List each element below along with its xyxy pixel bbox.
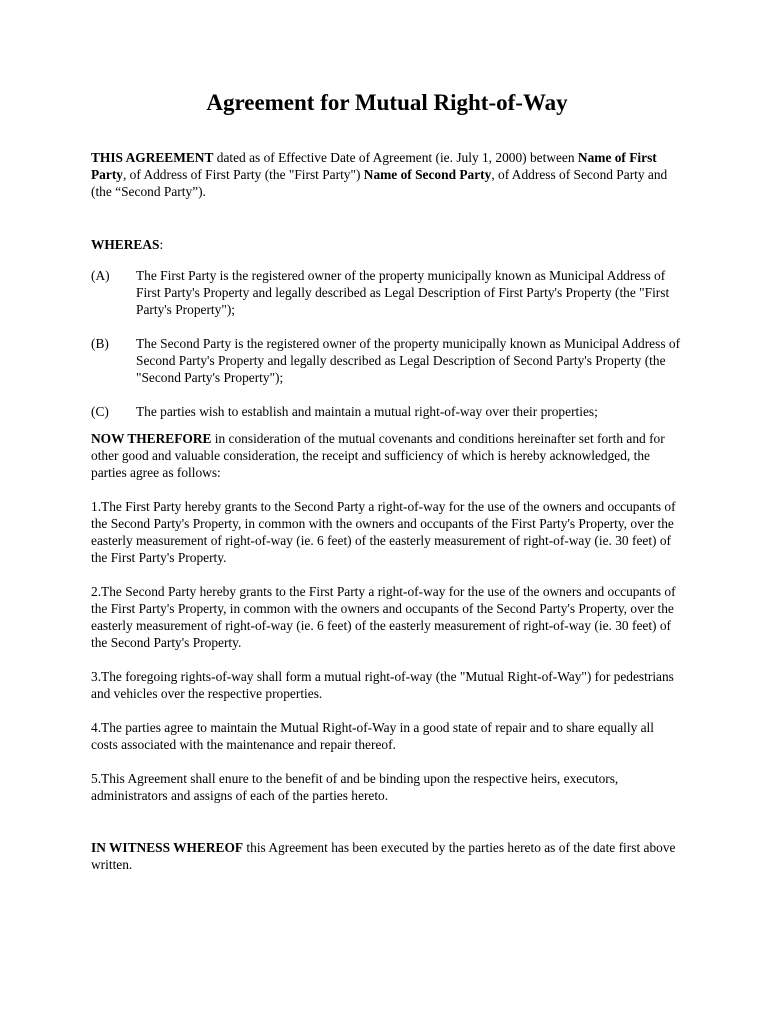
clause-5: 5.This Agreement shall enure to the benefit of and be binding upon the respective heirs, executors, administrators and assigns of each of the parties hereto. — [91, 771, 619, 803]
now-therefore-text: in consideration of the mutual covenants and conditions hereinafter set forth and for other good and valuable consideration, the receipt and sufficiency of which is hereby acknowledged, the parties agree as follows: — [91, 431, 665, 480]
witness-paragraph — [91, 839, 683, 873]
whereas-label: WHEREAS — [91, 237, 160, 252]
witness-lead: IN WITNESS WHEREOF — [91, 840, 244, 855]
second-party-name: Name of Second Party — [363, 167, 492, 182]
recital-text: The parties wish to establish and maintain a mutual right-of-way over their properties; — [136, 404, 598, 419]
document-title: Agreement for Mutual Right-of-Way — [206, 90, 568, 115]
recital-label: (B) — [91, 336, 109, 351]
intro-text-3: , of Address of Second Party and (the “Second Party”). — [91, 167, 668, 199]
recital-b — [91, 335, 683, 386]
intro-text-1: dated as of Effective Date of Agreement (ie. July 1, 2000) between — [213, 150, 578, 165]
recital-label: (C) — [91, 404, 109, 419]
intro-lead: THIS AGREEMENT — [91, 150, 214, 165]
clause-1: 1.The First Party hereby grants to the Second Party a right-of-way for the use of the owners and occupants of the Second Party's Property, in common with the owners and occupants of the First Party's Property, over the easterly measurement of right-of-way (ie. 6 feet) of the easterly measurement of right-of-way (ie. 30 feet) of the First Party's Property. — [91, 499, 676, 565]
recital-label: (A) — [91, 268, 110, 283]
witness-text: this Agreement has been executed by the parties hereto as of the date first above written. — [91, 840, 676, 872]
recital-text: The Second Party is the registered owner of the property municipally known as Municipal Address of Second Party's Property and legally described as Legal Description of Second Party's Property (the "Second Party's Property"); — [136, 336, 681, 385]
recital-c — [91, 403, 683, 420]
recital-text: The First Party is the registered owner of the property municipally known as Municipal Address of First Party's Property and legally described as Legal Description of First Party's Property (the "First Party's Property"); — [136, 268, 670, 317]
whereas-colon: : — [159, 237, 164, 252]
first-party-name: Name of First Party — [91, 150, 657, 182]
now-therefore-lead: NOW THEREFORE — [91, 431, 212, 446]
now-therefore-paragraph — [91, 430, 683, 481]
intro-paragraph — [91, 149, 683, 200]
clause-3: 3.The foregoing rights-of-way shall form a mutual right-of-way (the "Mutual Right-of-Way") for pedestrians and vehicles over the respective properties. — [91, 669, 674, 701]
clause-2: 2.The Second Party hereby grants to the First Party a right-of-way for the use of the owners and occupants of the First Party's Property, in common with the owners and occupants of the Second Party's Property, over the easterly measurement of right-of-way (ie. 6 feet) of the easterly measurement of right-of-way (ie. 30 feet) of the Second Party's Property. — [91, 584, 676, 650]
intro-text-2: , of Address of First Party (the "First Party") — [122, 167, 364, 182]
recital-a — [91, 267, 683, 318]
whereas-heading — [91, 236, 683, 253]
clause-4: 4.The parties agree to maintain the Mutual Right-of-Way in a good state of repair and to share equally all costs associated with the maintenance and repair thereof. — [91, 720, 655, 752]
document-body — [91, 88, 683, 873]
